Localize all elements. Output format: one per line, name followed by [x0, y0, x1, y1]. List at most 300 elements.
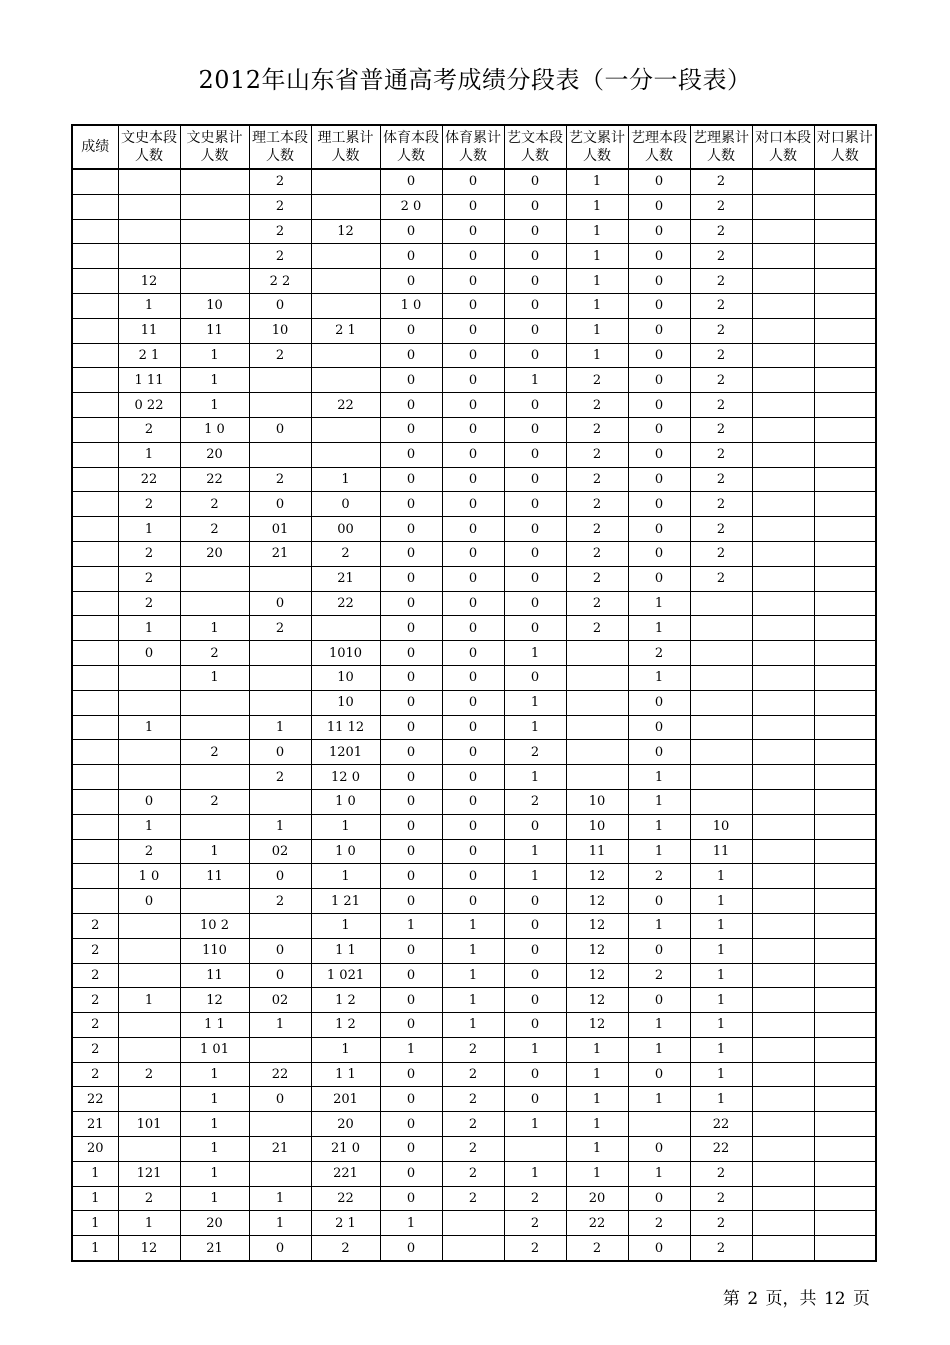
table-cell: 0 [380, 1087, 442, 1112]
table-cell [690, 765, 752, 790]
table-cell [752, 293, 814, 318]
table-cell: 2 [442, 1087, 504, 1112]
table-cell [752, 839, 814, 864]
table-cell: 0 [504, 169, 566, 194]
table-cell [752, 492, 814, 517]
table-cell: 2 [249, 889, 311, 914]
table-cell: 0 [628, 318, 690, 343]
table-cell [249, 690, 311, 715]
table-cell: 0 [504, 1062, 566, 1087]
table-cell [814, 517, 876, 542]
table-cell: 0 [249, 1087, 311, 1112]
table-cell: 0 [504, 938, 566, 963]
table-cell: 2 [442, 1161, 504, 1186]
table-cell: 0 [442, 269, 504, 294]
table-cell [72, 591, 118, 616]
table-cell: 1 [180, 665, 249, 690]
table-cell [249, 1037, 311, 1062]
table-cell: 0 [442, 839, 504, 864]
table-cell: 221 [311, 1161, 380, 1186]
table-cell: 0 [504, 492, 566, 517]
table-cell [814, 665, 876, 690]
table-cell: 0 [504, 293, 566, 318]
table-cell: 2 [180, 789, 249, 814]
table-cell: 11 [118, 318, 180, 343]
table-row [72, 492, 876, 517]
table-cell [72, 492, 118, 517]
table-cell [72, 740, 118, 765]
table-cell: 1 1 [311, 938, 380, 963]
table-cell [752, 541, 814, 566]
table-cell: 0 [380, 963, 442, 988]
table-cell [752, 765, 814, 790]
table-row [72, 715, 876, 740]
table-cell [249, 1161, 311, 1186]
table-cell: 110 [180, 938, 249, 963]
table-cell: 21 0 [311, 1137, 380, 1162]
table-cell: 1 01 [180, 1037, 249, 1062]
table-cell [814, 1137, 876, 1162]
table-cell: 0 [504, 541, 566, 566]
table-cell: 1 [442, 1013, 504, 1038]
table-cell [249, 665, 311, 690]
table-cell [814, 814, 876, 839]
table-cell [72, 839, 118, 864]
table-cell: 01 [249, 517, 311, 542]
table-cell: 1 [180, 1137, 249, 1162]
column-header: 对口本段人数 [752, 125, 814, 169]
table-cell: 2 [690, 566, 752, 591]
table-cell: 20 [180, 541, 249, 566]
table-cell: 2 [628, 1211, 690, 1236]
table-cell: 2 [442, 1137, 504, 1162]
column-header: 艺理累计人数 [690, 125, 752, 169]
table-cell: 0 [504, 467, 566, 492]
table-cell: 1 [628, 665, 690, 690]
column-header: 成绩 [72, 125, 118, 169]
table-cell [814, 1013, 876, 1038]
table-row [72, 814, 876, 839]
table-cell: 2 [118, 1062, 180, 1087]
table-cell: 2 [504, 1211, 566, 1236]
table-cell: 2 [690, 293, 752, 318]
table-cell: 1 0 [380, 293, 442, 318]
table-cell [752, 269, 814, 294]
table-cell: 0 [504, 889, 566, 914]
table-cell [814, 988, 876, 1013]
table-cell: 0 [249, 938, 311, 963]
table-cell: 2 [690, 1186, 752, 1211]
table-cell [180, 765, 249, 790]
table-cell: 0 [504, 665, 566, 690]
table-cell: 0 [442, 244, 504, 269]
table-cell: 0 [628, 393, 690, 418]
table-cell [752, 442, 814, 467]
table-cell [72, 715, 118, 740]
table-cell: 0 [380, 591, 442, 616]
table-cell: 1 [566, 318, 628, 343]
table-cell: 2 [690, 1161, 752, 1186]
table-row [72, 343, 876, 368]
column-header: 对口累计人数 [814, 125, 876, 169]
table-cell: 1 [504, 715, 566, 740]
table-cell: 0 [380, 318, 442, 343]
table-cell: 0 [442, 194, 504, 219]
table-cell: 22 [311, 1186, 380, 1211]
table-cell: 2 [249, 219, 311, 244]
table-cell: 0 [311, 492, 380, 517]
table-cell: 2 [690, 442, 752, 467]
table-cell [566, 740, 628, 765]
table-cell: 1 [118, 442, 180, 467]
table-cell: 2 [504, 1186, 566, 1211]
table-cell [814, 269, 876, 294]
table-cell [72, 665, 118, 690]
table-cell: 1 [72, 1186, 118, 1211]
table-cell: 1 [311, 864, 380, 889]
table-cell: 1 [690, 938, 752, 963]
table-cell [180, 889, 249, 914]
table-cell: 02 [249, 839, 311, 864]
table-cell: 1 [566, 343, 628, 368]
table-cell [249, 913, 311, 938]
table-cell: 0 [628, 541, 690, 566]
table-cell: 2 [249, 244, 311, 269]
table-cell: 0 [380, 1062, 442, 1087]
table-cell: 0 [504, 244, 566, 269]
table-cell [814, 541, 876, 566]
table-cell [118, 244, 180, 269]
table-cell [180, 269, 249, 294]
table-cell: 2 [690, 417, 752, 442]
table-cell [311, 343, 380, 368]
table-row [72, 293, 876, 318]
table-cell: 12 [180, 988, 249, 1013]
table-cell: 0 [628, 740, 690, 765]
table-cell: 2 [118, 1186, 180, 1211]
table-cell: 0 [380, 1186, 442, 1211]
table-cell: 1 0 [311, 789, 380, 814]
table-cell [814, 889, 876, 914]
table-cell: 0 [504, 417, 566, 442]
table-cell: 2 [311, 1236, 380, 1261]
table-cell: 0 [628, 690, 690, 715]
table-cell [752, 1186, 814, 1211]
table-cell: 1 [311, 1037, 380, 1062]
table-cell: 0 [118, 789, 180, 814]
table-cell [72, 269, 118, 294]
table-cell [690, 591, 752, 616]
table-cell: 22 [566, 1211, 628, 1236]
table-row [72, 864, 876, 889]
table-cell [118, 1037, 180, 1062]
table-cell [690, 665, 752, 690]
table-cell: 2 [690, 1211, 752, 1236]
table-cell: 0 [380, 715, 442, 740]
table-cell: 0 [628, 269, 690, 294]
table-cell: 0 [442, 591, 504, 616]
column-header: 艺理本段人数 [628, 125, 690, 169]
table-cell [814, 938, 876, 963]
table-cell: 1 [72, 1236, 118, 1261]
table-cell: 0 [504, 194, 566, 219]
table-cell [752, 889, 814, 914]
table-cell: 2 [566, 368, 628, 393]
table-cell: 0 [380, 566, 442, 591]
table-cell: 0 [504, 1087, 566, 1112]
table-cell [311, 442, 380, 467]
table-row [72, 591, 876, 616]
table-cell: 10 [249, 318, 311, 343]
column-header: 文史累计人数 [180, 125, 249, 169]
table-cell: 1 11 [118, 368, 180, 393]
table-cell: 1 [180, 1186, 249, 1211]
table-cell: 0 [442, 715, 504, 740]
table-cell [442, 1211, 504, 1236]
table-row [72, 318, 876, 343]
table-cell: 1 [690, 864, 752, 889]
table-row [72, 740, 876, 765]
table-cell: 20 [311, 1112, 380, 1137]
table-row [72, 889, 876, 914]
table-cell: 02 [249, 988, 311, 1013]
table-cell: 0 [380, 492, 442, 517]
table-row [72, 690, 876, 715]
table-cell: 1 [180, 1062, 249, 1087]
table-cell [249, 789, 311, 814]
table-cell [72, 393, 118, 418]
table-cell: 0 [380, 541, 442, 566]
table-cell [72, 690, 118, 715]
table-cell: 22 [72, 1087, 118, 1112]
table-cell: 2 [690, 368, 752, 393]
table-cell: 0 [442, 765, 504, 790]
table-cell: 00 [311, 517, 380, 542]
table-cell: 2 [628, 864, 690, 889]
table-cell: 20 [180, 442, 249, 467]
table-cell [72, 616, 118, 641]
table-cell: 1 [72, 1211, 118, 1236]
table-cell: 0 [504, 814, 566, 839]
table-cell: 1 [118, 715, 180, 740]
table-cell: 1010 [311, 641, 380, 666]
table-cell: 2 [180, 740, 249, 765]
table-row [72, 467, 876, 492]
table-cell: 1 [180, 393, 249, 418]
table-cell: 1 [442, 963, 504, 988]
table-cell: 1 [628, 814, 690, 839]
table-cell: 1 2 [311, 988, 380, 1013]
table-cell: 1 [504, 641, 566, 666]
table-cell: 2 [311, 541, 380, 566]
table-cell: 0 [442, 641, 504, 666]
table-cell: 1 [380, 1037, 442, 1062]
table-cell [566, 715, 628, 740]
table-cell: 0 [380, 368, 442, 393]
table-cell: 0 [380, 988, 442, 1013]
table-cell: 0 [380, 1161, 442, 1186]
table-cell: 0 [628, 244, 690, 269]
table-cell: 1 [566, 219, 628, 244]
table-cell: 0 [628, 1062, 690, 1087]
table-cell [249, 566, 311, 591]
table-cell: 1 [628, 839, 690, 864]
table-cell [752, 219, 814, 244]
column-header: 理工本段人数 [249, 125, 311, 169]
table-cell: 2 [180, 517, 249, 542]
table-cell: 1 [628, 1037, 690, 1062]
table-cell: 0 [380, 1236, 442, 1261]
table-cell: 12 [566, 913, 628, 938]
table-cell [814, 1062, 876, 1087]
table-cell: 0 [628, 988, 690, 1013]
table-cell: 0 [628, 219, 690, 244]
table-cell [752, 393, 814, 418]
table-cell: 2 [118, 839, 180, 864]
table-cell [690, 616, 752, 641]
table-cell: 0 [442, 665, 504, 690]
table-cell: 1 [249, 1013, 311, 1038]
table-cell: 12 [118, 1236, 180, 1261]
table-cell: 0 [504, 988, 566, 1013]
table-cell [814, 467, 876, 492]
table-cell: 2 [690, 194, 752, 219]
table-row [72, 789, 876, 814]
table-cell: 1201 [311, 740, 380, 765]
table-cell [814, 963, 876, 988]
table-cell: 21 [249, 1137, 311, 1162]
table-cell [72, 318, 118, 343]
table-cell: 0 [628, 715, 690, 740]
table-cell: 1 [442, 913, 504, 938]
table-cell: 0 [380, 789, 442, 814]
table-cell: 2 [442, 1062, 504, 1087]
table-cell: 2 [72, 988, 118, 1013]
table-cell: 101 [118, 1112, 180, 1137]
table-cell: 0 [380, 442, 442, 467]
table-cell: 2 [72, 1013, 118, 1038]
table-cell: 1 [690, 1062, 752, 1087]
table-cell [72, 789, 118, 814]
table-row [72, 839, 876, 864]
table-cell: 0 [628, 1137, 690, 1162]
table-cell: 0 [380, 417, 442, 442]
table-cell: 2 [566, 492, 628, 517]
table-cell [180, 690, 249, 715]
table-cell: 2 [118, 492, 180, 517]
table-cell [118, 963, 180, 988]
table-cell: 0 [628, 169, 690, 194]
table-cell: 0 [442, 467, 504, 492]
table-cell: 0 [628, 1186, 690, 1211]
table-cell: 0 [380, 467, 442, 492]
table-cell [752, 963, 814, 988]
table-cell: 2 1 [118, 343, 180, 368]
table-cell: 12 [566, 963, 628, 988]
table-cell: 1 [380, 1211, 442, 1236]
table-cell [752, 368, 814, 393]
table-cell [814, 616, 876, 641]
table-cell [752, 1211, 814, 1236]
table-cell [311, 417, 380, 442]
table-cell [814, 194, 876, 219]
table-cell: 22 [690, 1112, 752, 1137]
table-cell [72, 467, 118, 492]
table-cell [752, 1137, 814, 1162]
table-cell [814, 1112, 876, 1137]
table-cell [814, 1037, 876, 1062]
table-cell: 0 [442, 442, 504, 467]
table-cell: 1 [118, 517, 180, 542]
table-cell: 2 [566, 467, 628, 492]
table-row [72, 1112, 876, 1137]
table-cell: 2 [566, 417, 628, 442]
table-row [72, 517, 876, 542]
table-cell [752, 690, 814, 715]
table-cell: 12 [566, 938, 628, 963]
table-cell: 2 [249, 616, 311, 641]
table-cell: 1 [180, 1112, 249, 1137]
table-cell: 21 [72, 1112, 118, 1137]
table-cell: 0 [504, 442, 566, 467]
table-cell: 2 [690, 1236, 752, 1261]
table-cell: 2 [180, 641, 249, 666]
table-cell: 1 [504, 1112, 566, 1137]
table-cell: 1 [180, 343, 249, 368]
table-cell: 10 [311, 665, 380, 690]
table-cell: 2 2 [249, 269, 311, 294]
table-cell: 0 22 [118, 393, 180, 418]
column-header: 理工累计人数 [311, 125, 380, 169]
table-cell: 1 [690, 988, 752, 1013]
table-cell [814, 740, 876, 765]
table-cell [72, 517, 118, 542]
table-cell: 0 [249, 417, 311, 442]
table-cell: 1 [566, 1112, 628, 1137]
table-cell [566, 665, 628, 690]
table-cell [311, 368, 380, 393]
table-cell [752, 517, 814, 542]
table-cell [752, 244, 814, 269]
table-cell: 2 [566, 442, 628, 467]
table-cell: 2 [442, 1037, 504, 1062]
table-cell [690, 789, 752, 814]
table-body [72, 169, 876, 1261]
table-cell: 0 [380, 889, 442, 914]
table-cell [752, 988, 814, 1013]
table-cell: 0 [380, 814, 442, 839]
table-cell: 1 [628, 1013, 690, 1038]
table-cell: 1 [504, 690, 566, 715]
table-cell: 1 [118, 814, 180, 839]
table-cell [180, 591, 249, 616]
table-cell: 2 [118, 541, 180, 566]
table-cell [690, 690, 752, 715]
table-cell: 2 [566, 591, 628, 616]
table-cell [814, 1186, 876, 1211]
table-cell: 10 [180, 293, 249, 318]
table-cell: 0 [249, 864, 311, 889]
table-row [72, 1013, 876, 1038]
table-cell: 0 [380, 343, 442, 368]
table-cell [180, 715, 249, 740]
table-cell: 0 [442, 368, 504, 393]
table-cell [311, 616, 380, 641]
table-cell: 0 [442, 864, 504, 889]
table-row [72, 566, 876, 591]
table-cell: 1 1 [180, 1013, 249, 1038]
table-cell [814, 690, 876, 715]
